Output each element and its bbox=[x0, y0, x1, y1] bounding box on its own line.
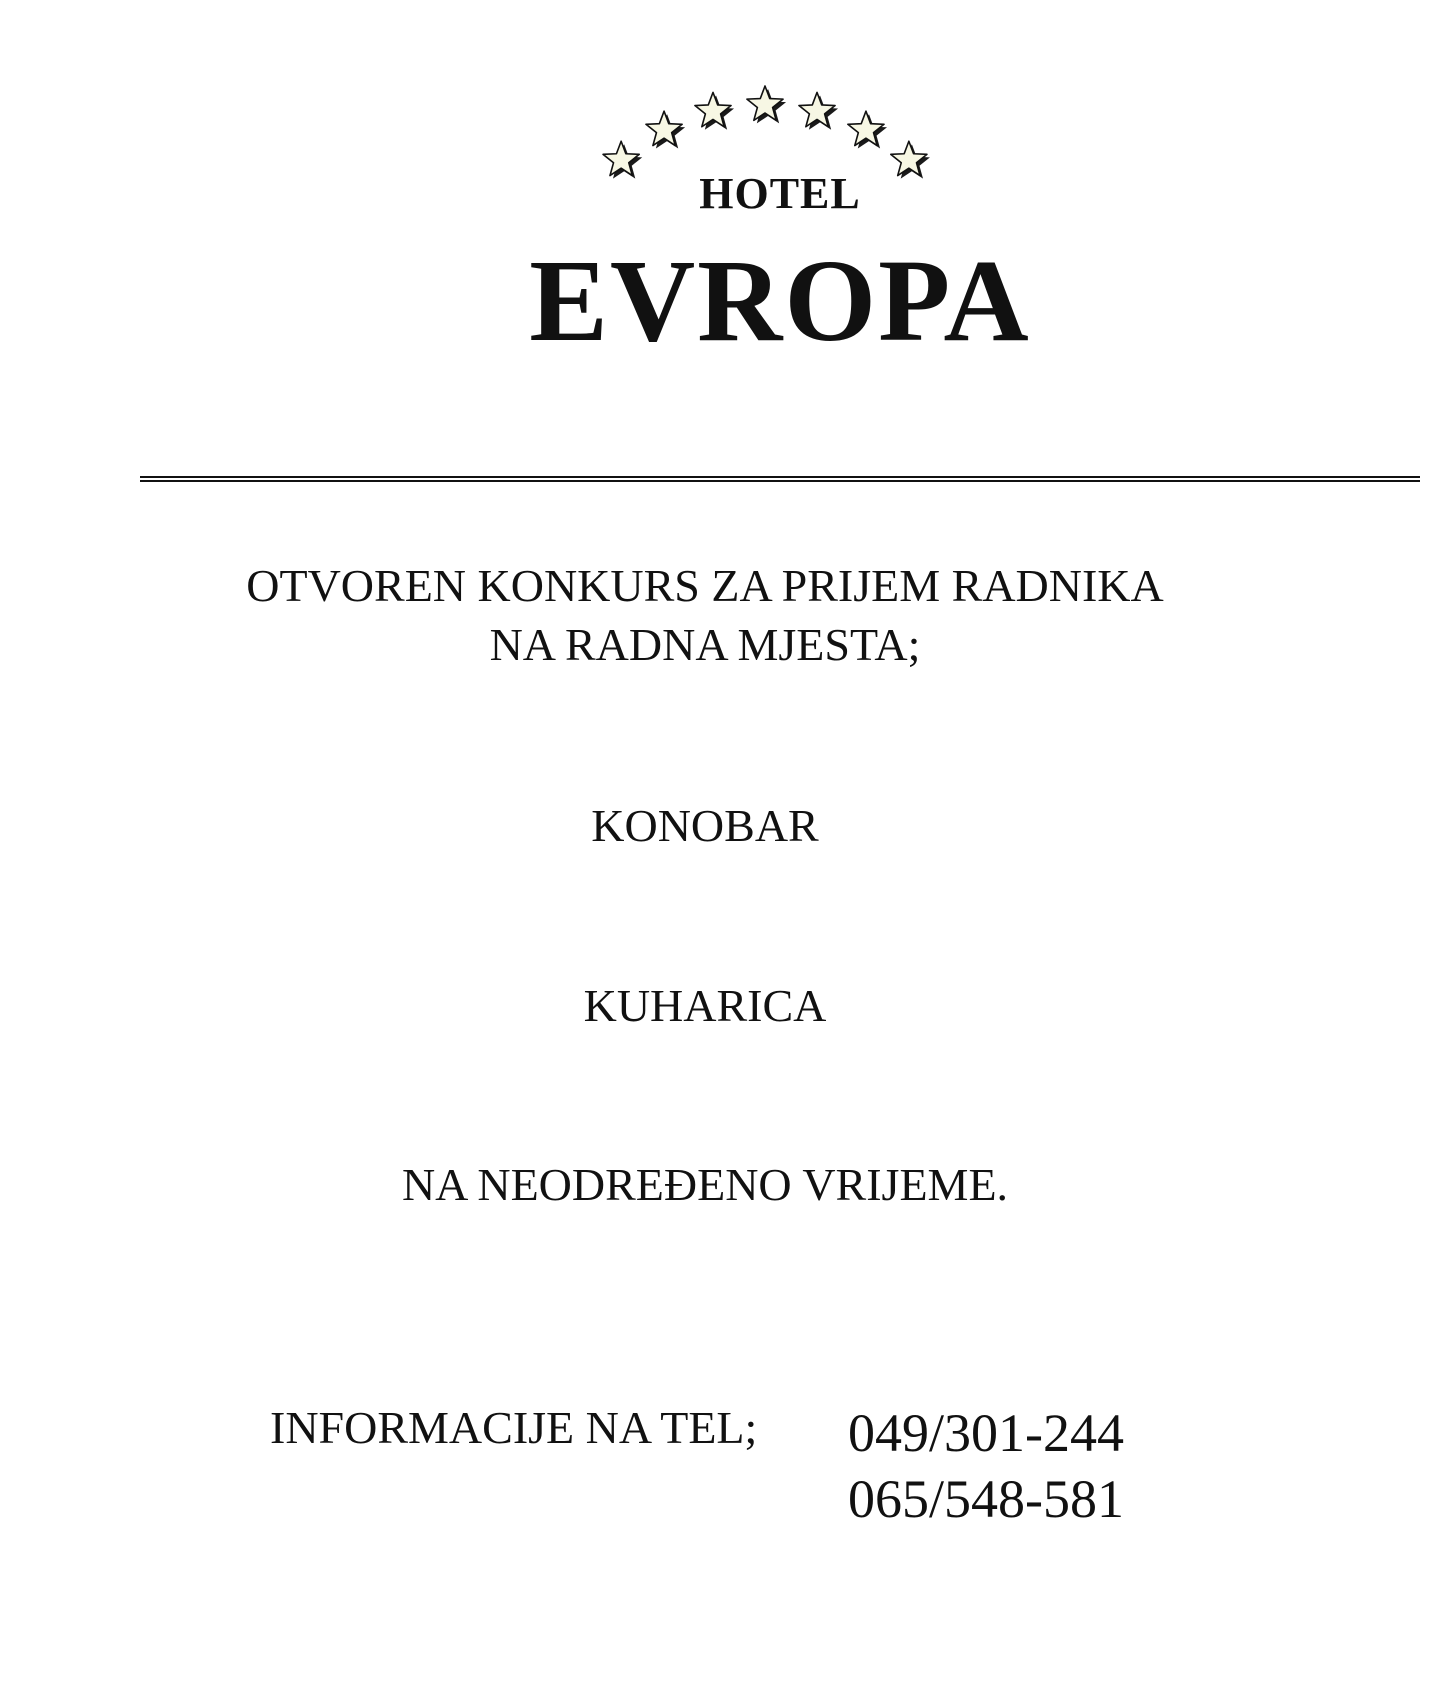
logo-hotel-word: HOTEL bbox=[699, 169, 861, 218]
announcement-line-1: OTVOREN KONKURS ZA PRIJEM RADNIKA bbox=[246, 560, 1164, 611]
position-kuharica: KUHARICA bbox=[583, 980, 827, 1031]
double-divider bbox=[140, 476, 1420, 482]
announcement-line-2: NA RADNA MJESTA; bbox=[489, 619, 921, 670]
phone-number-2: 065/548-581 bbox=[848, 1469, 1124, 1529]
contact-phones bbox=[848, 1400, 1124, 1532]
phone-number-1: 049/301-244 bbox=[848, 1403, 1124, 1463]
employment-term: NA NEODREĐENO VRIJEME. bbox=[401, 1159, 1009, 1210]
position-konobar: KONOBAR bbox=[591, 800, 819, 851]
logo-hotel-name: EVROPA bbox=[529, 235, 1031, 366]
contact-label: INFORMACIJE NA TEL; bbox=[270, 1402, 758, 1453]
